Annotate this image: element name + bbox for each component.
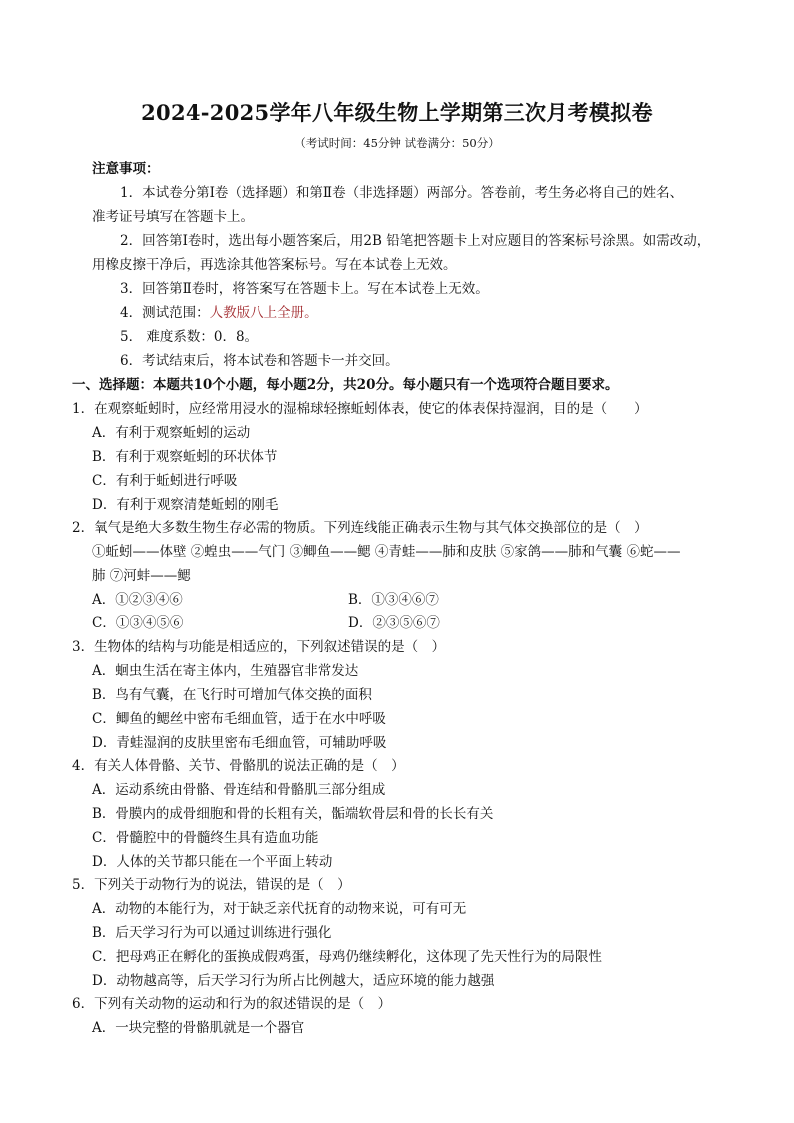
question-2-pairs-line-1: ①蚯蚓——体壁 ②蝗虫——气门 ③鲫鱼——鳃 ④青蛙——肺和皮肤 ⑤家鸽——肺和气囊 ⑥蛇—— <box>92 544 681 560</box>
question-3-option-b: B．鸟有气囊，在飞行时可增加气体交换的面积 <box>92 687 372 703</box>
question-3-option-c: C．鲫鱼的鳃丝中密布毛细血管，适于在水中呼吸 <box>92 711 386 727</box>
question-2-option-b: B．①③④⑥⑦ <box>348 592 439 608</box>
notice-heading: 注意事项： <box>92 161 160 177</box>
question-6-stem: 6．下列有关动物的运动和行为的叙述错误的是（ ） <box>72 996 392 1012</box>
question-1-option-d: D．有利于观察清楚蚯蚓的刚毛 <box>92 497 279 513</box>
question-5-option-a: A．动物的本能行为，对于缺乏亲代抚育的动物来说，可有可无 <box>92 901 467 917</box>
question-2-stem: 2．氧气是绝大多数生物生存必需的物质。下列连线能正确表示生物与其气体交换部位的是（ ） <box>72 520 648 536</box>
notice-item-6: 6．考试结束后，将本试卷和答题卡一并交回。 <box>120 353 399 369</box>
question-4-option-a: A．运动系统由骨骼、骨连结和骨骼肌三部分组成 <box>92 782 386 798</box>
question-4-option-c: C．骨髓腔中的骨髓终生具有造血功能 <box>92 830 319 846</box>
notice-item-2-line-2: 用橡皮擦干净后，再选涂其他答案标号。写在本试卷上无效。 <box>92 257 457 273</box>
question-2-pairs-line-2: 肺 ⑦河蚌——鳃 <box>92 568 191 584</box>
notice-item-4-label: 4．测试范围： <box>120 305 210 321</box>
question-5-option-d: D．动物越高等，后天学习行为所占比例越大，适应环境的能力越强 <box>92 973 495 989</box>
question-4-stem: 4．有关人体骨骼、关节、骨骼肌的说法正确的是（ ） <box>72 758 405 774</box>
question-1-option-c: C．有利于蚯蚓进行呼吸 <box>92 473 238 489</box>
question-2-option-a: A．①②③④⑥ <box>92 592 183 608</box>
question-3-option-a: A．蛔虫生活在寄主体内，生殖器官非常发达 <box>92 663 359 679</box>
question-4-option-b: B．骨膜内的成骨细胞和骨的长粗有关，骺端软骨层和骨的长长有关 <box>92 806 494 822</box>
notice-item-3: 3．回答第Ⅱ卷时，将答案写在答题卡上。写在本试卷上无效。 <box>120 281 489 297</box>
question-5-option-c: C．把母鸡正在孵化的蛋换成假鸡蛋，母鸡仍继续孵化，这体现了先天性行为的局限性 <box>92 949 602 965</box>
question-1-stem: 1．在观察蚯蚓时，应经常用浸水的湿棉球轻擦蚯蚓体表，使它的体表保持湿润，目的是（ ） <box>72 401 648 417</box>
question-2-option-d: D．②③⑤⑥⑦ <box>348 615 440 631</box>
question-3-option-d: D．青蛙湿润的皮肤里密布毛细血管，可辅助呼吸 <box>92 735 387 751</box>
question-2-option-c: C．①③④⑤⑥ <box>92 615 184 631</box>
question-3-stem: 3．生物体的结构与功能是相适应的，下列叙述错误的是（ ） <box>72 639 446 655</box>
section-1-heading: 一、选择题：本题共10个小题，每小题2分，共20分。每小题只有一个选项符合题目要求。 <box>72 377 619 393</box>
question-5-option-b: B．后天学习行为可以通过训练进行强化 <box>92 925 332 941</box>
notice-item-4 <box>120 304 318 322</box>
notice-item-1-line-2: 准考证号填写在答题卡上。 <box>92 209 254 225</box>
exam-subtitle: （考试时间：45分钟 试卷满分：50分） <box>294 136 500 150</box>
question-5-stem: 5．下列关于动物行为的说法，错误的是（ ） <box>72 877 351 893</box>
exam-title: 2024-2025学年八年级生物上学期第三次月考模拟卷 <box>141 100 653 125</box>
question-1-option-a: A．有利于观察蚯蚓的运动 <box>92 425 251 441</box>
notice-item-2-line-1: 2．回答第Ⅰ卷时，选出每小题答案后，用2B 铅笔把答题卡上对应题目的答案标号涂黑。如需改动， <box>120 233 711 249</box>
test-scope: 人教版八上全册。 <box>209 305 318 321</box>
question-1-option-b: B．有利于观察蚯蚓的环状体节 <box>92 449 278 465</box>
question-4-option-d: D．人体的关节都只能在一个平面上转动 <box>92 854 333 870</box>
notice-item-5: 5． 难度系数：0．8。 <box>120 329 259 345</box>
question-6-option-a: A．一块完整的骨骼肌就是一个器官 <box>92 1020 305 1036</box>
notice-item-1-line-1: 1．本试卷分第Ⅰ卷（选择题）和第Ⅱ卷（非选择题）两部分。答卷前，考生务必将自己的姓名、 <box>120 185 684 201</box>
